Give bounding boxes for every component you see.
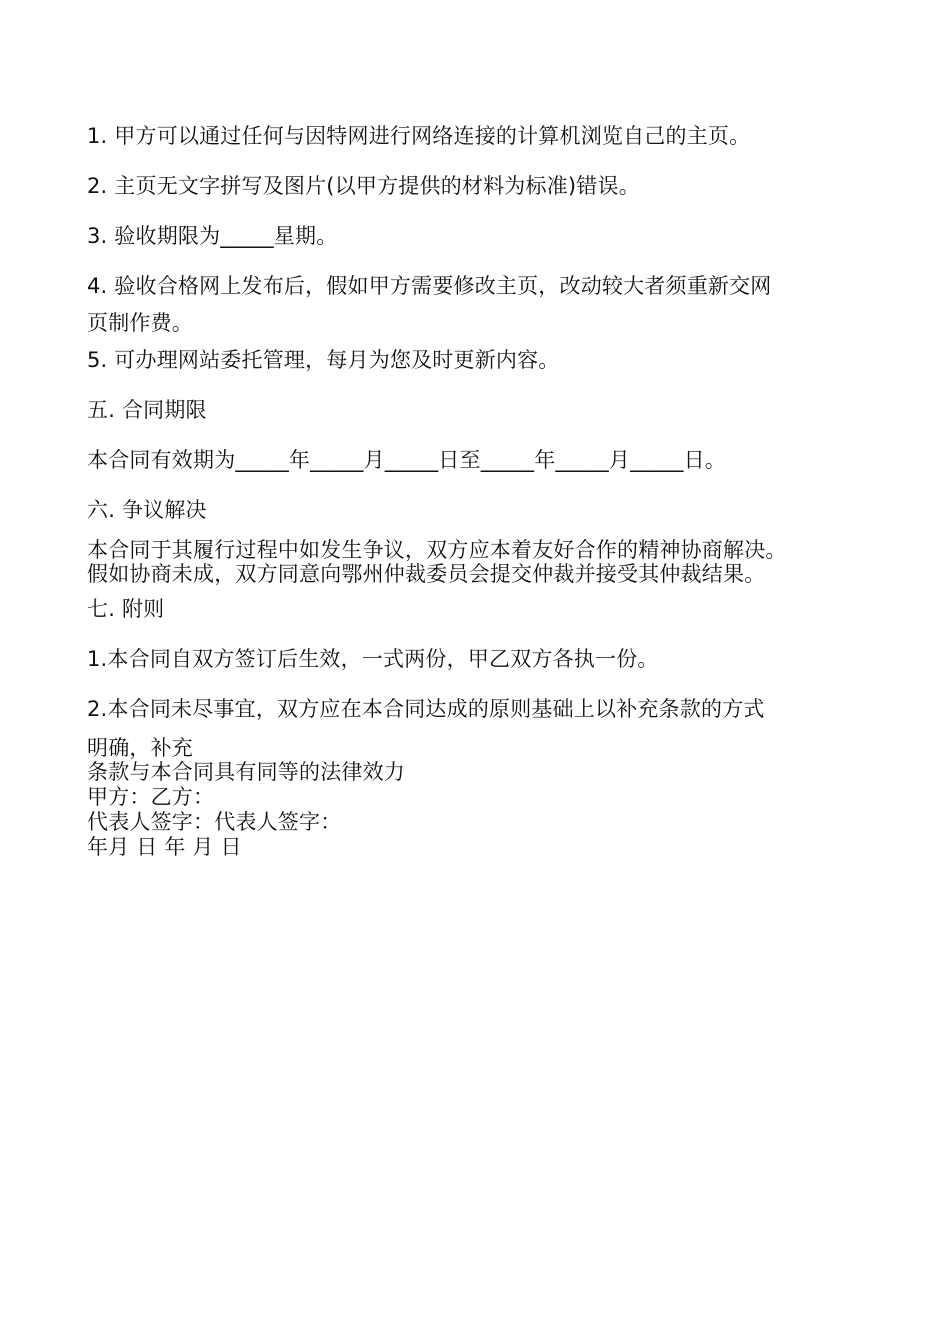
acceptance-item-3: 3. 验收期限为_____星期。 [87, 224, 338, 248]
acceptance-item-2: 2. 主页无文字拼写及图片(以甲方提供的材料为标准)错误。 [87, 174, 640, 198]
dispute-resolution-text-1: 本合同于其履行过程中如发生争议，双方应本着友好合作的精神协商解决。 [87, 538, 787, 562]
acceptance-item-4-continued: 页制作费。 [87, 311, 193, 335]
party-labels: 甲方：乙方： [87, 785, 215, 809]
contract-term-text: 本合同有效期为_____年_____月_____日至_____年_____月_____日。 [87, 448, 726, 472]
annex-item-2: 2.本合同未尽事宜，双方应在本合同达成的原则基础上以补充条款的方式 [87, 697, 765, 721]
section-heading-contract-term: 五. 合同期限 [87, 398, 207, 422]
annex-item-2-continued: 明确，补充 [87, 736, 193, 760]
acceptance-item-4: 4. 验收合格网上发布后，假如甲方需要修改主页，改动较大者须重新交网 [87, 274, 772, 298]
acceptance-item-1: 1. 甲方可以通过任何与因特网进行网络连接的计算机浏览自己的主页。 [87, 124, 751, 148]
section-heading-annex: 七. 附则 [87, 597, 165, 621]
dispute-resolution-text-2: 假如协商未成，双方同意向鄂州仲裁委员会提交仲裁并接受其仲裁结果。 [87, 562, 766, 586]
signature-labels: 代表人签字：代表人签字： [87, 810, 342, 834]
annex-item-2-continued-2: 条款与本合同具有同等的法律效力 [87, 760, 405, 784]
date-labels: 年月 日 年 月 日 [87, 835, 242, 859]
acceptance-item-5: 5. 可办理网站委托管理，每月为您及时更新内容。 [87, 348, 560, 372]
annex-item-1: 1.本合同自双方签订后生效，一式两份，甲乙双方各执一份。 [87, 647, 659, 671]
section-heading-dispute-resolution: 六. 争议解决 [87, 498, 207, 522]
